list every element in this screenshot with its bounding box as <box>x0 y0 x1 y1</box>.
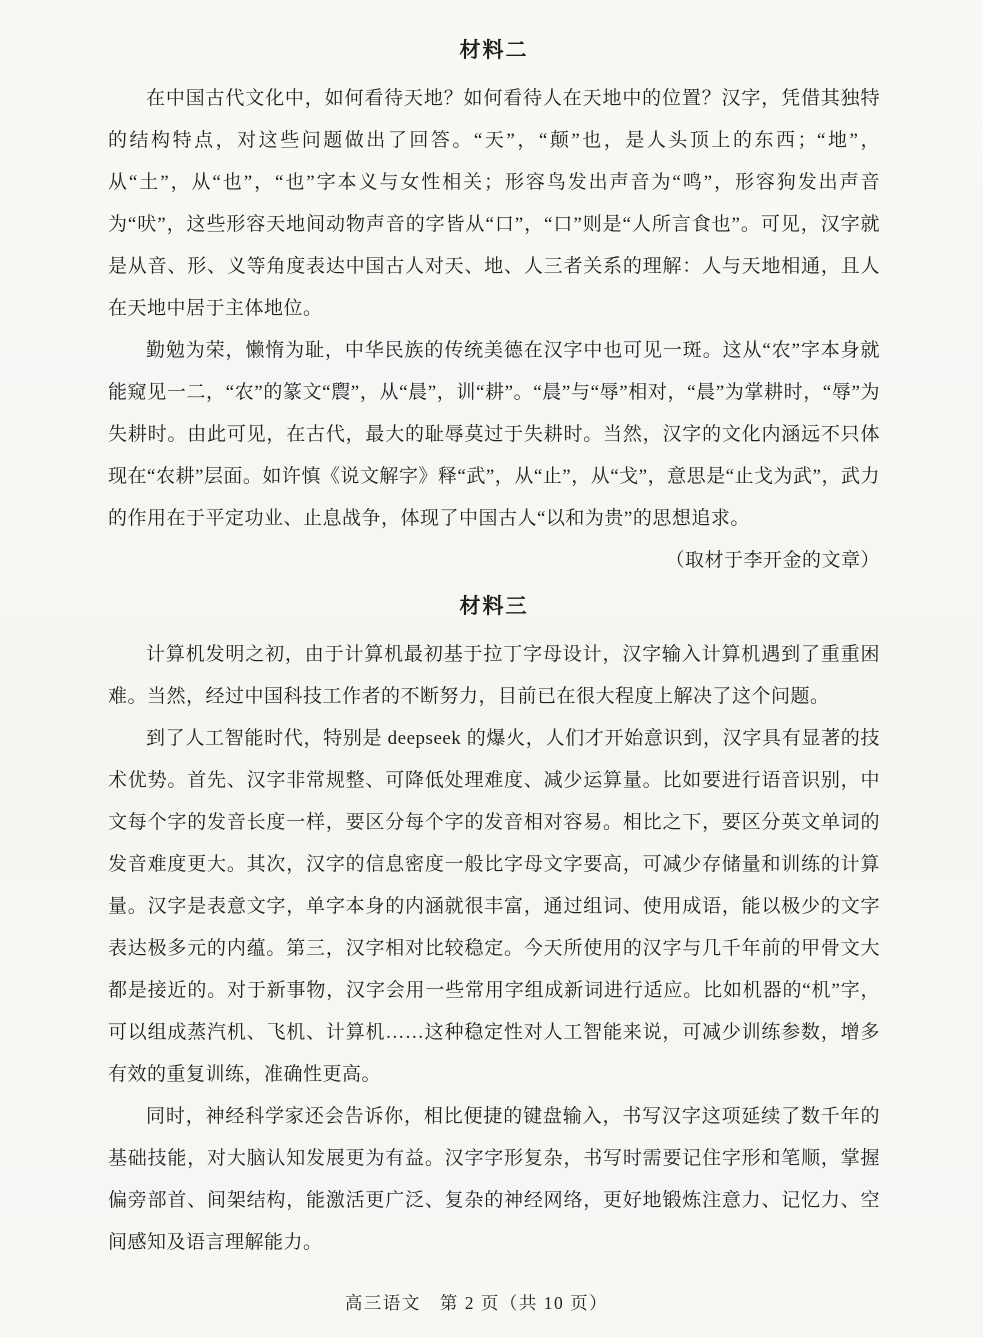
material-two-paragraph-1: 在中国古代文化中，如何看待天地？如何看待人在天地中的位置？汉字，凭借其独特的结构特点，对这些问题做出了回答。“天”，“颠”也，是人头顶上的东西；“地”，从“土”，从“也”，“也”字本义与女性相关；形容鸟发出声音为“鸣”，形容狗发出声音为“吠”，这些形容天地间动物声音的字皆从“口”，“口”则是“人所言食也”。可见，汉字就是从音、形、义等角度表达中国古人对天、地、人三者关系的理解：人与天地相通，且人在天地中居于主体地位。 <box>108 88 880 319</box>
page-content <box>108 30 880 1264</box>
material-three-paragraph-1: 计算机发明之初，由于计算机最初基于拉丁字母设计，汉字输入计算机遇到了重重困难。当然，经过中国科技工作者的不断努力，目前已在很大程度上解决了这个问题。 <box>108 644 880 707</box>
material-three-heading: 材料三 <box>459 595 529 618</box>
material-three-paragraph-2: 到了人工智能时代，特别是 deepseek 的爆火，人们才开始意识到，汉字具有显著的技术优势。首先、汉字非常规整、可降低处理难度、减少运算量。比如要进行语音识别，中文每个字的发音长度一样，要区分每个字的发音相对容易。相比之下，要区分英文单词的发音难度更大。其次，汉字的信息密度一般比字母文字要高，可减少存储量和训练的计算量。汉字是表意文字，单字本身的内涵就很丰富，通过组词、使用成语，能以极少的文字表达极多元的内蕴。第三，汉字相对比较稳定。今天所使用的汉字与几千年前的甲骨文大都是接近的。对于新事物，汉字会用一些常用字组成新词进行适应。比如机器的“机”字，可以组成蒸汽机、飞机、计算机……这种稳定性对人工智能来说，可减少训练参数，增多有效的重复训练，准确性更高。 <box>108 728 880 1085</box>
page-footer: 高三语文 第 2 页（共 10 页） <box>344 1293 609 1313</box>
material-two-paragraph-2: 勤勉为荣，懒惰为耻，中华民族的传统美德在汉字中也可见一斑。这从“农”字本身就能窥见一二，“农”的篆文“䢉”，从“晨”，训“耕”。“晨”与“辱”相对，“晨”为掌耕时，“辱”为失耕时。由此可见，在古代，最大的耻辱莫过于失耕时。当然，汉字的文化内涵远不只体现在“农耕”层面。如许慎《说文解字》释“武”，从“止”，从“戈”，意思是“止戈为武”，武力的作用在于平定功业、止息战争，体现了中国古人“以和为贵”的思想追求。 <box>108 340 880 529</box>
material-three-paragraph-3: 同时，神经科学家还会告诉你，相比便捷的键盘输入，书写汉字这项延续了数千年的基础技能，对大脑认知发展更为有益。汉字字形复杂，书写时需要记住字形和笔顺，掌握偏旁部首、间架结构，能激活更广泛、复杂的神经网络，更好地锻炼注意力、记忆力、空间感知及语言理解能力。 <box>108 1106 880 1253</box>
material-two-heading: 材料二 <box>459 39 529 62</box>
material-two-attribution: （取材于李开金的文章） <box>665 550 880 571</box>
